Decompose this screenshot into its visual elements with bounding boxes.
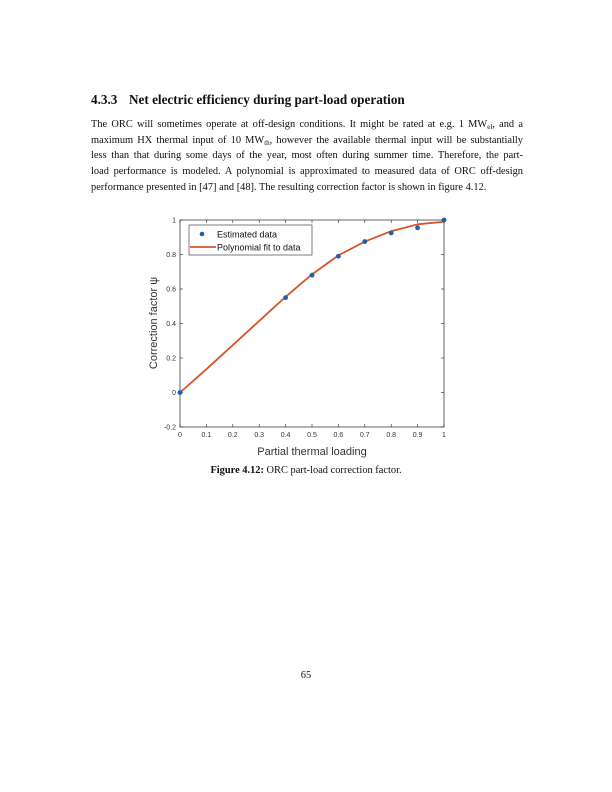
- data-point: [389, 231, 394, 236]
- y-tick-label: 0.6: [166, 286, 176, 294]
- caption-text: ORC part-load correction factor.: [263, 465, 402, 476]
- x-axis-label: Partial thermal loading: [257, 446, 367, 458]
- legend-label-fit: Polynomial fit to data: [217, 242, 301, 253]
- x-tick-label: 0.1: [201, 432, 212, 439]
- caption-label: Figure 4.12:: [210, 465, 264, 476]
- data-point: [310, 273, 315, 278]
- y-tick-label: 0.8: [166, 252, 176, 259]
- x-tick-label: 0.8: [386, 432, 397, 439]
- y-tick-label: 0.4: [166, 321, 176, 328]
- data-point: [336, 254, 341, 259]
- x-tick-label: 0.7: [359, 432, 370, 439]
- correction-factor-chart: [140, 210, 460, 470]
- y-tick-label: 1: [172, 217, 176, 225]
- x-tick-label: 0.3: [254, 432, 265, 439]
- page-number: 65: [300, 670, 312, 681]
- legend-marker-estimated: [200, 232, 205, 237]
- data-point: [362, 239, 367, 244]
- x-tick-label: 0.6: [333, 432, 344, 439]
- y-tick-label: 0: [172, 390, 176, 397]
- body-paragraph: [91, 117, 523, 196]
- x-tick-label: 0.2: [227, 432, 238, 439]
- paragraph-line: load performance is modeled. A polynomial is approximated to measured data of ORC off-design: [91, 166, 523, 178]
- y-tick-label: 0.2: [166, 355, 176, 363]
- x-tick-label: 1: [442, 432, 446, 439]
- section-title: Net electric efficiency during part-load operation: [129, 92, 405, 107]
- y-tick-label: -0.2: [163, 424, 176, 432]
- x-tick-label: 0: [178, 432, 182, 439]
- legend-label-estimated: Estimated data: [217, 229, 278, 240]
- y-axis-label: Correction factor ψ: [148, 276, 160, 370]
- paragraph-line: less than that during some days of the year, most often during summer time. Therefore, the part-: [91, 150, 523, 162]
- x-tick-label: 0.5: [307, 432, 317, 439]
- data-point: [415, 225, 420, 230]
- paragraph-line: The ORC will sometimes operate at off-design conditions. It might be rated at e.g. 1 $MW_{el}$, and a: [91, 119, 523, 131]
- data-point: [283, 295, 288, 300]
- legend: [189, 225, 312, 255]
- figure-caption: [0, 465, 612, 476]
- section-heading: [91, 92, 405, 108]
- data-point: [178, 390, 183, 395]
- x-tick-label: 0.9: [412, 432, 423, 439]
- x-tick-label: 0.4: [280, 432, 291, 439]
- paragraph-line: maximum HX thermal input of 10 $MW_{th}$, however the available thermal input will be substantially: [91, 134, 523, 147]
- data-point: [442, 218, 447, 223]
- paragraph-line: performance presented in [47] and [48]. The resulting correction factor is shown in figure 4.12.: [91, 181, 487, 193]
- section-number: 4.3.3: [91, 92, 118, 107]
